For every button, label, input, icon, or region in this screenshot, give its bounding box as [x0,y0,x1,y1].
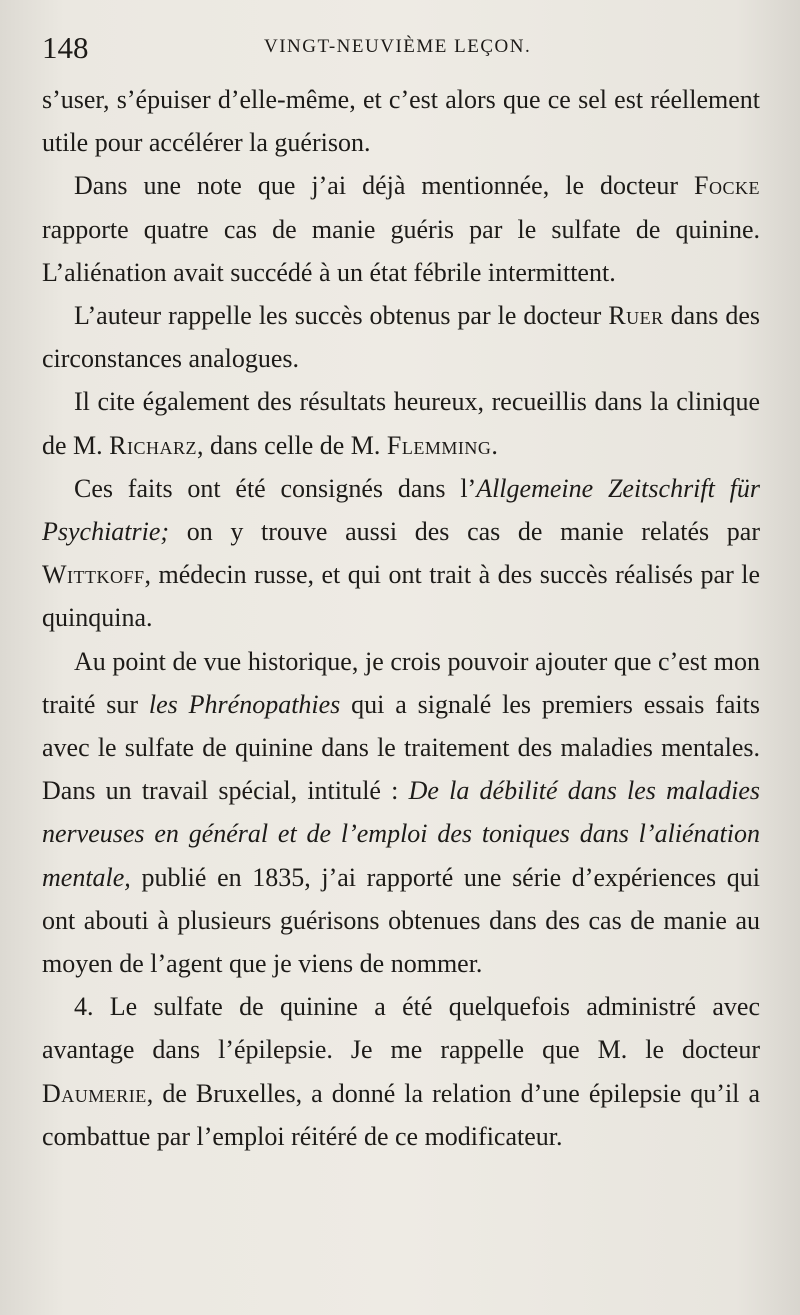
text-span: , de Bruxelles, a donné la relation d’une épilepsie qu’il a combattue par l’emploi réitéré de ce modificateur. [42,1078,760,1151]
name-wittkoff: Wittkoff [42,560,145,590]
text-span: Au point de vue historique, je crois pouvoir ajouter que c’est mon traité sur [42,646,760,719]
text-span: L’auteur rappelle les succès obtenus par le docteur [74,301,609,331]
text-span: publié en 1835, j’ai rapporté une série d’expériences qui ont abouti à plusieurs guérisons obtenues dans des cas de manie au moyen de l’agent que je viens de nommer. [42,862,760,979]
paragraph-1: s’user, s’épuiser d’elle-même, et c’est alors que ce sel est réellement utile pour accélérer la guérison. [42,85,760,158]
text-span: . [491,430,498,460]
page-body [42,78,760,1158]
name-ruer: Ruer [608,301,664,331]
name-focke: Focke [694,171,760,201]
text-span: on y trouve aussi des cas de manie relatés par [169,517,760,547]
text-span: dans des circonstances analogues. [42,301,760,374]
work-title: De la débilité dans les maladies nerveuses en général et de l’emploi des toniques dans l’aliénation mentale, [42,776,760,892]
paragraph-5 [42,467,760,640]
text-span: Ces faits ont été consignés dans l’ [74,473,477,503]
paragraph-4 [42,380,760,466]
journal-title: Allgemeine Zeitschrift für Psychiatrie; [42,473,760,547]
text-span: Dans une note que j’ai déjà mentionnée, le docteur [74,171,695,201]
text-span: , dans celle de M. [197,430,387,460]
paragraph-3 [42,294,760,380]
name-daumerie: Daumerie [42,1078,147,1108]
page-header [42,30,758,74]
name-richarz: Richarz [109,430,198,460]
text-span: 4. Le sulfate de quinine a été quelquefois administré avec avantage dans l’épilepsie. Je me rappelle que M. le docteur [42,992,760,1065]
text-span: qui a signalé les premiers essais faits avec le sulfate de quinine dans le traitement des maladies mentales. Dans un travail spécial, intitulé : [42,689,760,806]
paragraph-6 [42,640,760,986]
name-flemming: Flemming [386,430,492,460]
book-title: les Phrénopathies [148,689,341,719]
text-span: Il cite également des résultats heureux, recueillis dans la clinique de M. [42,387,760,460]
paragraph-2 [42,164,760,294]
running-head: VINGT-NEUVIÈME LEÇON. [264,36,532,57]
page-number: 148 [42,30,89,65]
text-span: rapporte quatre cas de manie guéris par le sulfate de quinine. L’aliénation avait succédé à un état fébrile intermittent. [42,214,760,287]
paragraph-7 [42,985,760,1158]
text-span: , médecin russe, et qui ont trait à des succès réalisés par le quinquina. [42,560,760,633]
